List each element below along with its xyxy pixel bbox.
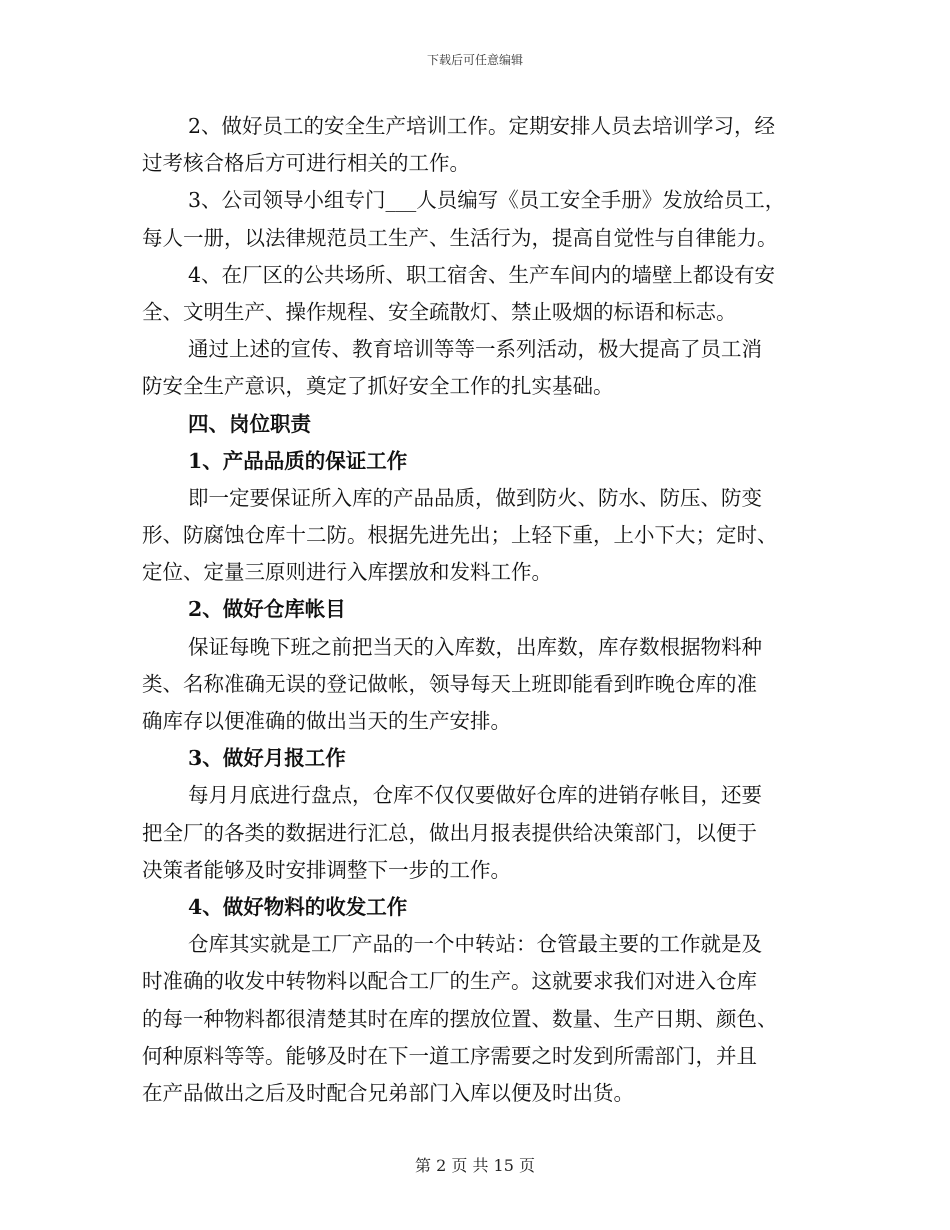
paragraph-line: 类、名称准确无误的登记做帐，领导每天上班即能看到昨晚仓库的准 — [142, 671, 757, 696]
paragraph-line: 定位、定量三原则进行入库摆放和发料工作。 — [142, 560, 552, 585]
paragraph-line: 3、公司领导小组专门___人员编写《员工安全手册》发放给员工， — [188, 188, 786, 213]
paragraph-line: 把全厂的各类的数据进行汇总，做出月报表提供给决策部门，以便于 — [142, 820, 757, 845]
paragraph-line: 保证每晚下班之前把当天的入库数，出库数，库存数根据物料种 — [188, 634, 762, 659]
section-heading: 1、产品品质的保证工作 — [188, 448, 408, 473]
section-heading: 4、做好物料的收发工作 — [188, 894, 408, 919]
paragraph-line: 过考核合格后方可进行相关的工作。 — [142, 151, 470, 176]
paragraph-line: 4、在厂区的公共场所、职工宿舍、生产车间内的墙壁上都设有安 — [188, 262, 776, 287]
paragraph-line: 每月月底进行盘点，仓库不仅仅要做好仓库的进销存帐目，还要 — [188, 783, 762, 808]
paragraph-line: 即一定要保证所入库的产品品质，做到防火、防水、防压、防变 — [188, 485, 762, 510]
paragraph-line: 全、文明生产、操作规程、安全疏散灯、禁止吸烟的标语和标志。 — [142, 299, 737, 324]
page-footer: 第 2 页 共 15 页 — [415, 1156, 535, 1175]
paragraph-line: 的每一种物料都很清楚其时在库的摆放位置、数量、生产日期、颜色、 — [142, 1006, 778, 1031]
section-heading: 2、做好仓库帐目 — [188, 597, 346, 622]
paragraph-line: 防安全生产意识，奠定了抓好安全工作的扎实基础。 — [142, 374, 614, 399]
paragraph-line: 何种原料等等。能够及时在下一道工序需要之时发到所需部门，并且 — [142, 1043, 757, 1068]
document-body — [142, 108, 808, 1112]
paragraph-line: 决策者能够及时安排调整下一步的工作。 — [142, 857, 511, 882]
paragraph-line: 每人一册，以法律规范员工生产、生活行为，提高自觉性与自律能力。 — [142, 225, 778, 250]
section-heading: 四、岗位职责 — [188, 411, 311, 436]
paragraph-line: 确库存以便准确的做出当天的生产安排。 — [142, 709, 511, 733]
paragraph-line: 仓库其实就是工厂产品的一个中转站：仓管最主要的工作就是及 — [188, 932, 762, 957]
page-header: 下载后可任意编辑 — [426, 53, 523, 67]
paragraph-line: 在产品做出之后及时配合兄弟部门入库以便及时出货。 — [142, 1080, 634, 1105]
paragraph-line: 2、做好员工的安全生产培训工作。定期安排人员去培训学习，经 — [188, 114, 776, 138]
section-heading: 3、做好月报工作 — [188, 746, 346, 771]
paragraph-line: 时准确的收发中转物料以配合工厂的生产。这就要求我们对进入仓库 — [142, 969, 757, 994]
paragraph-line: 形、防腐蚀仓库十二防。根据先进先出；上轻下重，上小下大；定时、 — [142, 523, 778, 548]
paragraph-line: 通过上述的宣传、教育培训等等一系列活动，极大提高了员工消 — [188, 337, 762, 362]
